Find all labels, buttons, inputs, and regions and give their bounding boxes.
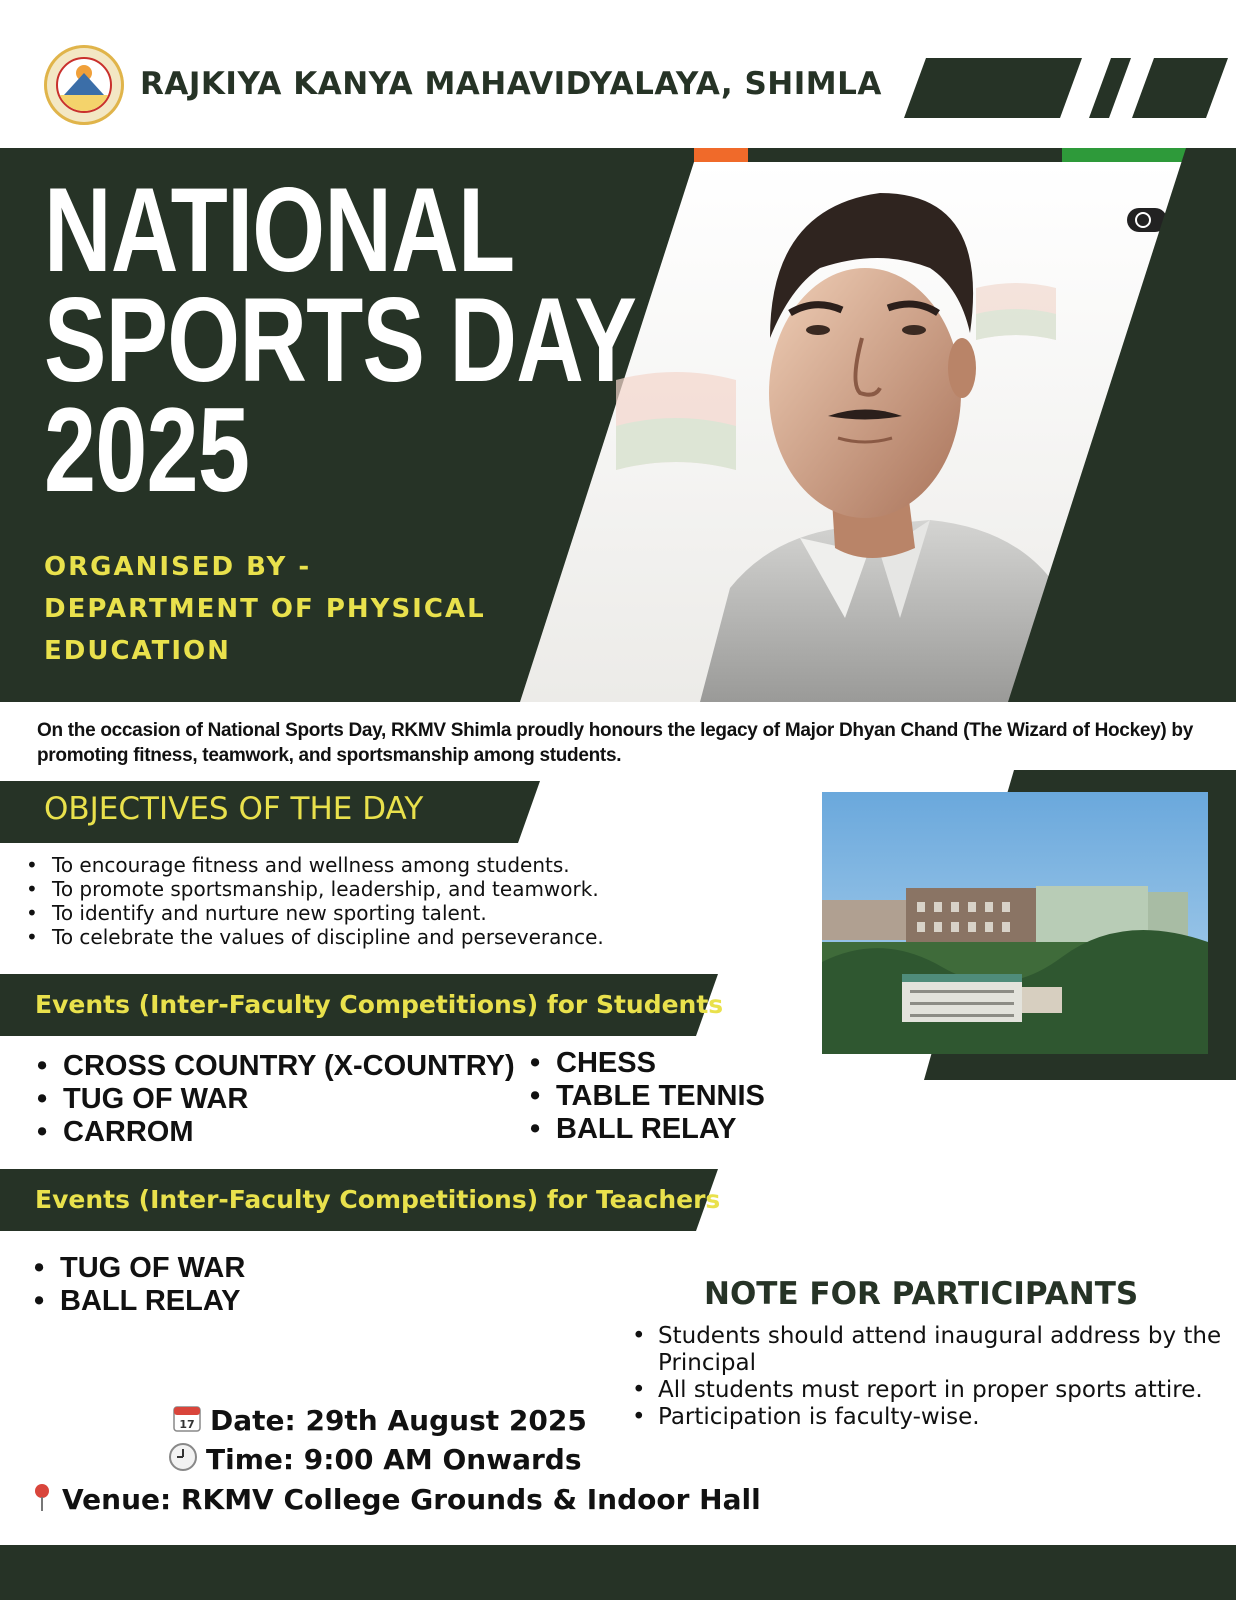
list-item: • To celebrate the values of discipline and perseverance. — [26, 925, 604, 949]
list-item: • CHESS — [530, 1047, 765, 1080]
college-name: RAJKIYA KANYA MAHAVIDYALAYA, SHIMLA — [140, 66, 882, 102]
list-item: • TABLE TENNIS — [530, 1080, 765, 1113]
event-venue: Venue: RKMV College Grounds & Indoor Hall — [30, 1482, 761, 1516]
list-item: • All students must report in proper sports attire. — [632, 1377, 1222, 1404]
event-time: Time: 9:00 AM Onwards — [168, 1442, 582, 1476]
organiser-line-2: DEPARTMENT OF PHYSICAL — [44, 594, 486, 624]
title-line-sports-day: SPORTS DAY — [44, 273, 637, 407]
objectives-title: OBJECTIVES OF THE DAY — [44, 791, 424, 827]
teacher-events-list — [34, 1252, 245, 1318]
title-line-year: 2025 — [44, 383, 250, 517]
organiser-line-3: EDUCATION — [44, 636, 231, 666]
college-crest-icon — [56, 57, 112, 113]
title-line-national: NATIONAL — [44, 163, 515, 297]
list-item: • CROSS COUNTRY (X-COUNTRY) — [37, 1050, 515, 1083]
calendar-icon — [172, 1403, 202, 1433]
list-item: • BALL RELAY — [530, 1113, 765, 1146]
footer-bar — [0, 1545, 1236, 1600]
organiser-line-1: ORGANISED BY - — [44, 552, 312, 582]
intro-paragraph: On the occasion of National Sports Day, RKMV Shimla proudly honours the legacy of Major Dhyan Chand (The Wizard of Hockey) by promoting fitness, teamwork, and sportsmanship among students. — [37, 720, 1193, 766]
teacher-events-title: Events (Inter-Faculty Competitions) for Teachers — [35, 1185, 721, 1214]
list-item: • BALL RELAY — [34, 1285, 245, 1318]
location-pin-icon — [30, 1482, 54, 1512]
list-item: • CARROM — [37, 1116, 515, 1149]
event-date: 17 Date: 29th August 2025 — [172, 1403, 587, 1437]
college-logo — [44, 45, 124, 125]
header-stripe-3 — [1132, 58, 1228, 118]
student-events-list-right — [530, 1047, 765, 1146]
campus-photo — [822, 792, 1208, 1054]
clock-icon — [168, 1442, 198, 1472]
list-item: • To encourage fitness and wellness among students. — [26, 853, 604, 877]
list-item: • TUG OF WAR — [37, 1083, 515, 1116]
list-item: • To promote sportsmanship, leadership, and teamwork. — [26, 877, 604, 901]
list-item: • Students should attend inaugural address by the Principal — [632, 1323, 1222, 1377]
header-stripe-2 — [1089, 58, 1131, 118]
student-events-list-left — [37, 1050, 515, 1149]
note-list — [632, 1323, 1222, 1431]
note-title: NOTE FOR PARTICIPANTS — [704, 1276, 1139, 1312]
objectives-list — [26, 853, 604, 949]
student-events-title: Events (Inter-Faculty Competitions) for Students — [35, 990, 724, 1019]
svg-text:17: 17 — [179, 1418, 195, 1431]
list-item: • TUG OF WAR — [34, 1252, 245, 1285]
list-item: • Participation is faculty-wise. — [632, 1404, 1222, 1431]
list-item: • To identify and nurture new sporting talent. — [26, 901, 604, 925]
header-stripe-1 — [904, 58, 1082, 118]
